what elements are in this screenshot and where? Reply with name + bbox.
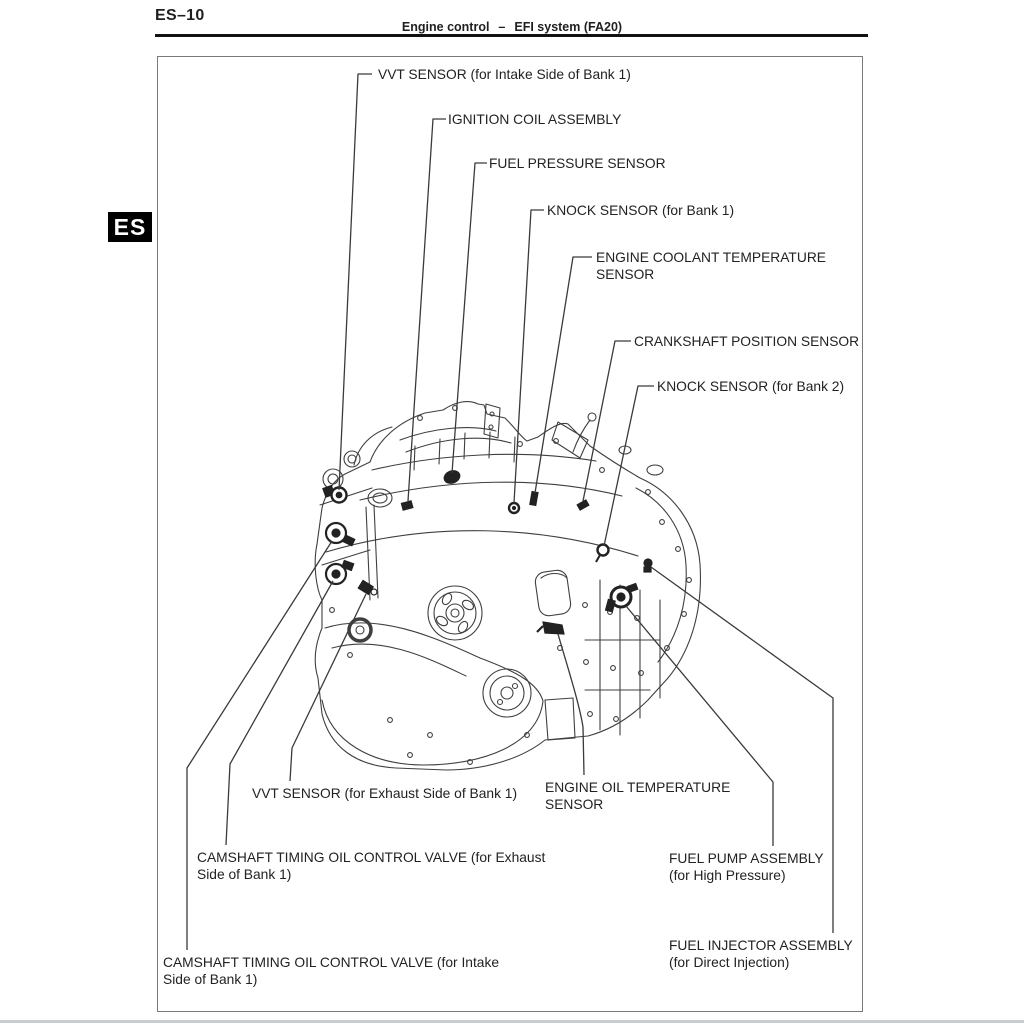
page-number: ES–10 [155,7,205,24]
callout-fuel-pump-assembly: FUEL PUMP ASSEMBLY (for High Pressure) [669,851,824,883]
fuel-injector-glyph [644,559,652,572]
leader-oil-temp [558,634,584,775]
page-bottom-edge [0,1020,1024,1023]
callout-camshaft-timing-ocv-exhaust: CAMSHAFT TIMING OIL CONTROL VALVE (for Exhaust Side of Bank 1) [197,850,546,882]
coolant-temp-sensor-glyph [530,492,538,506]
callout-camshaft-timing-ocv-intake: CAMSHAFT TIMING OIL CONTROL VALVE (for Intake Side of Bank 1) [163,955,500,987]
leader-coolant [535,257,592,493]
leader-knock1 [514,210,544,503]
callout-crankshaft-position-sensor: CRANKSHAFT POSITION SENSOR [634,334,860,349]
camshaft-timing-ocv-exhaust-glyph [326,560,354,584]
callout-ignition-coil-assembly: IGNITION COIL ASSEMBLY [448,112,622,127]
leader-vvt-intake [339,74,372,490]
crankshaft-sensor-glyph [577,500,589,510]
camshaft-timing-ocv-intake-glyph [326,523,355,546]
vvt-sensor-exhaust-glyph [358,580,377,595]
callout-knock-sensor-bank1: KNOCK SENSOR (for Bank 1) [547,203,735,218]
callout-vvt-sensor-exhaust: VVT SENSOR (for Exhaust Side of Bank 1) [252,786,518,801]
callout-fuel-injector-assembly: FUEL INJECTOR ASSEMBLY (for Direct Injection) [669,938,853,970]
header-divider: – [498,20,506,34]
callout-engine-oil-temperature-sensor: ENGINE OIL TEMPERATURE SENSOR [545,780,731,812]
callout-vvt-sensor-intake: VVT SENSOR (for Intake Side of Bank 1) [378,67,631,82]
leader-fuel-pressure [452,163,487,473]
leader-ocv-intake [187,541,332,950]
vvt-sensor-intake-glyph [323,486,347,503]
header-section: Engine control [401,20,490,34]
knock-sensor-bank1-glyph [509,503,519,513]
callout-fuel-pressure-sensor: FUEL PRESSURE SENSOR [489,156,666,171]
section-tab: ES [108,212,152,242]
header-subsection: EFI system (FA20) [514,20,623,34]
leader-ocv-exhaust [226,581,333,845]
ignition-coil-glyph [401,501,412,510]
leader-knock2 [604,386,654,546]
engine-line-art [315,402,700,770]
knock-sensor-bank2-glyph [596,545,609,563]
callout-knock-sensor-bank2: KNOCK SENSOR (for Bank 2) [657,379,845,394]
callout-engine-coolant-temperature-sensor: ENGINE COOLANT TEMPERATURE SENSOR [596,250,826,282]
oil-temp-sensor-glyph [537,622,564,634]
fuel-pump-glyph [606,583,638,611]
